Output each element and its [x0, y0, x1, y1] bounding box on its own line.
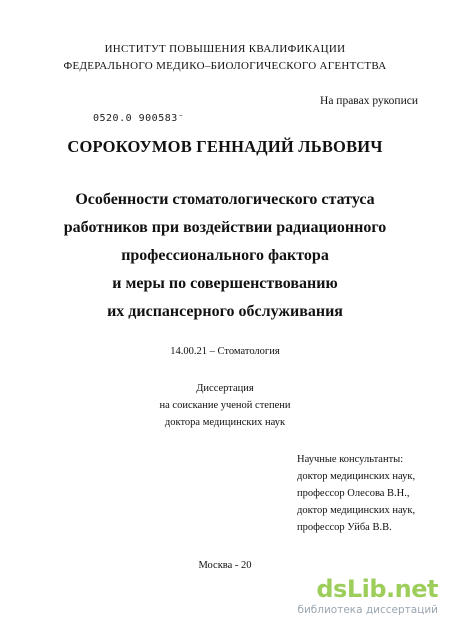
institute-line-1: ИНСТИТУТ ПОВЫШЕНИЯ КВАЛИФИКАЦИИ	[104, 43, 346, 55]
degree-line-1: Диссертация	[196, 383, 254, 394]
site-watermark	[258, 575, 438, 621]
consultant-line: профессор Уйба В.В.	[297, 522, 392, 533]
title-line-5: их диспансерного обслуживания	[107, 303, 343, 320]
consultant-line: профессор Олесова В.Н.,	[297, 488, 410, 499]
degree-line-3: доктора медицинских наук	[164, 417, 286, 428]
watermark-logo: dsLib.net	[316, 575, 438, 603]
consultant-line: доктор медицинских наук,	[297, 505, 416, 516]
watermark-subtitle: библиотека диссертаций	[297, 604, 438, 616]
title-line-2: работников при воздействии радиационного	[63, 219, 387, 236]
city-year: Москва - 20	[198, 560, 252, 571]
title-line-4: и меры по совершенствованию	[112, 275, 338, 292]
title-line-1: Особенности стоматологического статуса	[75, 191, 375, 208]
title-line-3: профессионального фактора	[121, 247, 329, 264]
consultant-line: доктор медицинских наук,	[297, 471, 416, 482]
specialty-code: 14.00.21 – Стоматология	[170, 346, 280, 357]
library-stamp-code: 0520.0 900583⁻	[93, 113, 185, 124]
degree-line-2: на соискание ученой степени	[159, 400, 291, 411]
institute-line-2: ФЕДЕРАЛЬНОГО МЕДИКО–БИОЛОГИЧЕСКОГО АГЕНТСТВА	[63, 60, 387, 72]
manuscript-rights-note: На правах рукописи	[320, 95, 418, 107]
consultants-heading: Научные консультанты:	[297, 454, 404, 465]
author-name: СОРОКОУМОВ ГЕННАДИЙ ЛЬВОВИЧ	[67, 137, 383, 156]
